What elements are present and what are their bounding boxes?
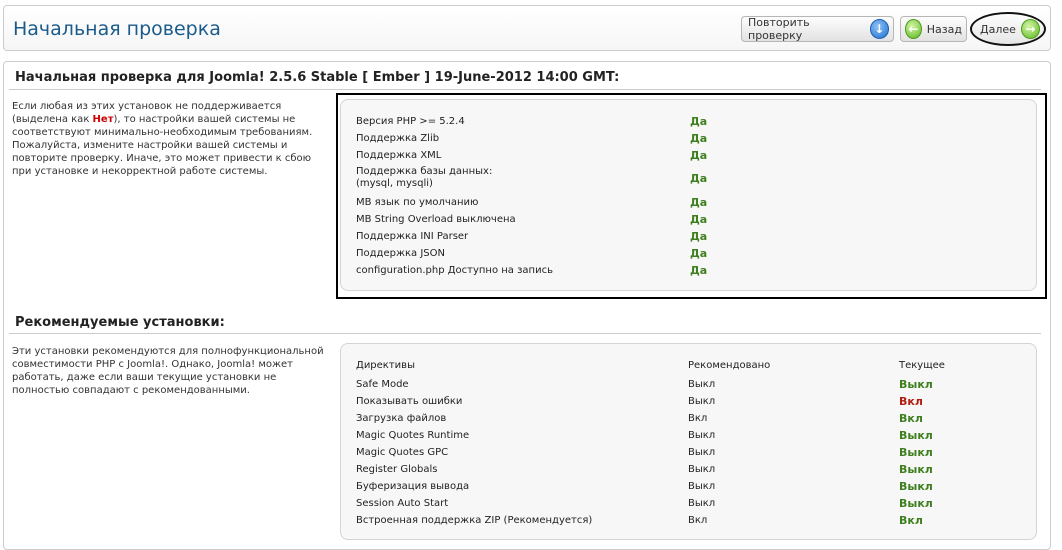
recommended-row <box>356 410 923 427</box>
precheck-item-name-line1: Поддержка базы данных: <box>356 166 493 177</box>
directive-recommended: Выкл <box>688 481 716 492</box>
precheck-divider <box>9 89 1041 90</box>
directive-recommended: Вкл <box>688 515 708 526</box>
recommended-row <box>356 444 933 461</box>
page-title: Начальная проверка <box>13 18 221 40</box>
precheck-item-name-line1: Поддержка JSON <box>356 247 445 259</box>
directive-name: Встроенная поддержка ZIP (Рекомендуется) <box>356 515 593 526</box>
recommended-header-row <box>356 357 945 374</box>
next-button-label: Далее <box>980 22 1016 36</box>
precheck-item-name <box>356 150 690 162</box>
arrow-down-icon: ↓ <box>870 19 889 39</box>
recommended-description: Эти установки рекомендуются для полнофункциональной совместимости PHP с Joomla!. Однако, Joomla! может работать, даже если ваши текущие установки не полностью совпадают с рекомендованными. <box>12 346 324 396</box>
directive-name: Register Globals <box>356 464 438 475</box>
precheck-item-name-line1: MB String Overload выключена <box>356 213 516 225</box>
precheck-item-name <box>356 248 690 260</box>
precheck-description <box>12 100 332 178</box>
precheck-item-status: Да <box>690 149 708 162</box>
recommended-row <box>356 393 923 410</box>
directive-current: Вкл <box>899 514 923 527</box>
precheck-item-name-line1: Поддержка Zlib <box>356 132 440 144</box>
directive-name: Буферизация вывода <box>356 481 470 492</box>
directive-current: Выкл <box>899 480 933 493</box>
precheck-item-status: Да <box>690 230 708 243</box>
directive-recommended: Выкл <box>688 379 716 390</box>
directive-current: Выкл <box>899 446 933 459</box>
precheck-item-status: Да <box>690 264 708 277</box>
directive-recommended: Выкл <box>688 430 716 441</box>
precheck-row <box>356 228 707 245</box>
recommended-box <box>340 343 1037 540</box>
recommended-row <box>356 512 923 529</box>
directive-recommended: Вкл <box>688 413 708 424</box>
precheck-item-name <box>356 231 690 243</box>
precheck-item-status: Да <box>690 213 708 226</box>
precheck-item-name-line1: Поддержка INI Parser <box>356 230 469 242</box>
arrow-left-icon: ← <box>905 19 922 39</box>
precheck-item-name-line1: MB язык по умолчанию <box>356 196 479 208</box>
recommended-title: Рекомендуемые установки: <box>15 315 225 330</box>
recommended-row <box>356 495 933 512</box>
recommended-divider <box>9 333 1041 334</box>
precheck-desc-no: Нет <box>92 114 114 125</box>
directive-current: Вкл <box>899 395 923 408</box>
toolbar <box>3 5 1051 51</box>
recommended-row <box>356 478 933 495</box>
precheck-item-name-line2: (mysql, mysqli) <box>356 178 433 189</box>
precheck-item-status: Да <box>690 132 708 145</box>
precheck-item-name <box>356 197 690 209</box>
arrow-right-icon: → <box>1021 19 1040 39</box>
precheck-item-status: Да <box>690 247 708 260</box>
directive-recommended: Выкл <box>688 447 716 458</box>
precheck-box <box>340 99 1037 291</box>
column-header-directive: Директивы <box>356 360 415 371</box>
precheck-row <box>356 130 707 147</box>
precheck-item-name <box>356 214 690 226</box>
precheck-item-name <box>356 265 690 277</box>
directive-name: Загрузка файлов <box>356 413 447 424</box>
directive-current: Выкл <box>899 378 933 391</box>
precheck-item-name-line1: Поддержка XML <box>356 149 442 161</box>
column-header-current: Текущее <box>899 360 945 371</box>
precheck-item-name-line1: configuration.php Доступно на запись <box>356 264 553 276</box>
directive-name: Safe Mode <box>356 379 409 390</box>
directive-name: Показывать ошибки <box>356 396 463 407</box>
back-button[interactable] <box>900 16 967 42</box>
precheck-desc-part2: ), то настройки вашей системы не соответствуют минимально-необходимым требованиям. Пожалуйста, измените настройки вашей системы и повторите проверку. Иначе, это может привести к сбою при установке и некорректной работе системы. <box>12 114 313 177</box>
recheck-button[interactable] <box>741 16 894 42</box>
precheck-desc-part1: Если любая из этих установок не поддерживается (выделена как <box>12 101 282 125</box>
recommended-row <box>356 461 933 478</box>
directive-name: Magic Quotes Runtime <box>356 430 470 441</box>
precheck-row <box>356 262 707 279</box>
recheck-button-label: Повторить проверку <box>748 16 810 42</box>
precheck-row <box>356 164 707 192</box>
directive-name: Session Auto Start <box>356 498 449 509</box>
recommended-row <box>356 427 933 444</box>
precheck-item-name <box>356 166 690 190</box>
directive-name: Magic Quotes GPC <box>356 447 449 458</box>
column-header-recommended: Рекомендовано <box>688 360 771 371</box>
precheck-row <box>356 147 707 164</box>
precheck-title: Начальная проверка для Joomla! 2.5.6 Stable [ Ember ] 19-June-2012 14:00 GMT: <box>15 70 620 85</box>
precheck-item-name-line1: Версия PHP >= 5.2.4 <box>356 115 465 127</box>
precheck-row <box>356 194 707 211</box>
precheck-row <box>356 245 707 262</box>
precheck-item-status: Да <box>690 115 708 128</box>
directive-current: Вкл <box>899 412 923 425</box>
precheck-item-name <box>356 133 690 145</box>
recommended-row <box>356 376 933 393</box>
precheck-row <box>356 113 707 130</box>
directive-recommended: Выкл <box>688 464 716 475</box>
back-button-label: Назад <box>926 22 962 36</box>
directive-current: Выкл <box>899 463 933 476</box>
precheck-item-status: Да <box>690 196 708 209</box>
next-button[interactable] <box>970 12 1046 46</box>
precheck-row <box>356 211 707 228</box>
precheck-item-name <box>356 116 690 128</box>
precheck-item-status: Да <box>690 171 708 185</box>
directive-current: Выкл <box>899 429 933 442</box>
directive-current: Выкл <box>899 497 933 510</box>
directive-recommended: Выкл <box>688 498 716 509</box>
directive-recommended: Выкл <box>688 396 716 407</box>
